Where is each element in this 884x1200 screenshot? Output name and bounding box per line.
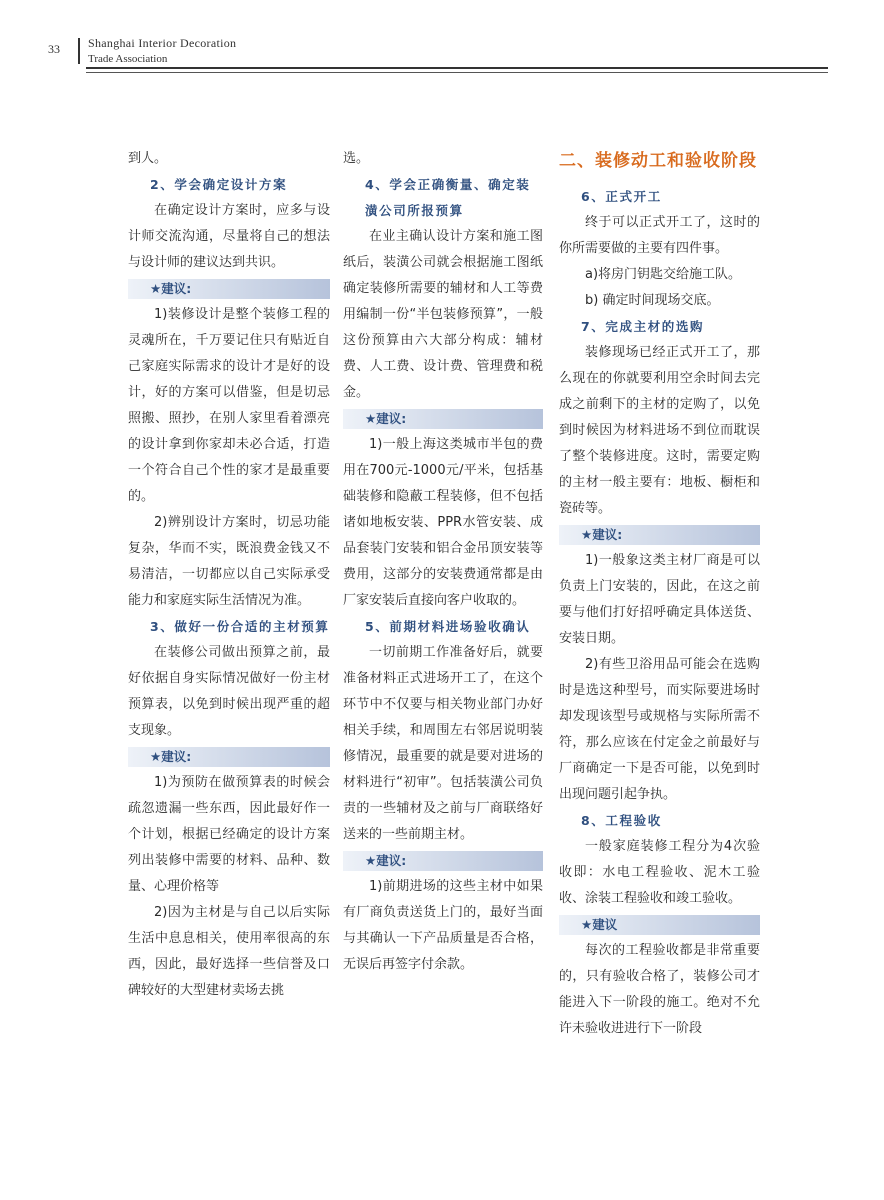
advice-bar: ★建议 bbox=[559, 915, 760, 935]
org-name-line2: Trade Association bbox=[88, 53, 168, 65]
header-rule-thick bbox=[86, 67, 828, 69]
subheading-start-work: 6、正式开工 bbox=[581, 189, 662, 204]
subheading-purchase-materials: 7、完成主材的选购 bbox=[581, 319, 705, 334]
header-divider bbox=[78, 38, 80, 64]
advice-bar: ★建议: bbox=[343, 409, 543, 429]
header-rule-thin bbox=[86, 72, 828, 73]
advice-bar: ★建议: bbox=[559, 525, 760, 545]
paragraph: 1)装修设计是整个装修工程的灵魂所在，千万要记住只有贴近自己家庭实际需求的设计才是好的设计，好的方案可以借鉴，但是切忌照搬、照抄，在别人家里看着漂亮的设计拿到你家却未必合适，打造一个符合自己个性的家才是最重要的。 bbox=[128, 307, 330, 504]
page-number: 33 bbox=[48, 42, 60, 56]
advice-bar: ★建议: bbox=[343, 851, 543, 871]
paragraph: 每次的工程验收都是非常重要的，只有验收合格了，装修公司才能进入下一阶段的施工。绝对不允许未验收进进行下一阶段 bbox=[559, 943, 760, 1036]
paragraph: b) 确定时间现场交底。 bbox=[585, 293, 720, 308]
paragraph: 2)辨别设计方案时，切忌功能复杂，华而不实，既浪费金钱又不易清洁，一切都应以自己实际承受能力和家庭实际生活情况为准。 bbox=[128, 515, 330, 608]
paragraph: 一般家庭装修工程分为4次验收即：水电工程验收、泥木工验收、涂装工程验收和竣工验收。 bbox=[559, 839, 760, 906]
paragraph: 装修现场已经正式开工了，那么现在的你就要利用空余时间去完成之前剩下的主材的定购了，以免到时候因为材料进场不到位而耽误了整个装修进度。这时，需要定购的主材一般主要有：地板、橱柜和瓷砖等。 bbox=[559, 345, 760, 516]
subheading-budget-review: 4、学会正确衡量、确定装潢公司所报预算 bbox=[365, 177, 531, 218]
paragraph: a)将房门钥匙交给施工队。 bbox=[585, 267, 742, 282]
section-heading: 二、装修动工和验收阶段 bbox=[559, 151, 757, 171]
paragraph: 1)一般上海这类城市半包的费用在700元-1000元/平米，包括基础装修和隐蔽工程装修，但不包括诸如地板安装、PPR水管安装、成品套装门安装和铝合金吊顶安装等费用，这部分的安装费通常都是由厂家安装后直接向客户收取的。 bbox=[343, 437, 543, 608]
subheading-material-budget: 3、做好一份合适的主材预算 bbox=[150, 619, 330, 634]
paragraph: 1)一般象这类主材厂商是可以负责上门安装的，因此，在这之前要与他们打好招呼确定具体送货、安装日期。 bbox=[559, 553, 760, 646]
paragraph: 到人。 bbox=[128, 151, 168, 166]
paragraph: 在装修公司做出预算之前，最好依据自身实际情况做好一份主材预算表，以免到时候出现严重的超支现象。 bbox=[128, 645, 330, 738]
subheading-material-acceptance: 5、前期材料进场验收确认 bbox=[365, 619, 531, 634]
column-2 bbox=[343, 146, 543, 978]
page-header bbox=[0, 0, 884, 80]
paragraph: 在业主确认设计方案和施工图纸后，装潢公司就会根据施工图纸确定装修所需要的辅材和人工等费用编制一份“半包装修预算”，一般这份预算由六大部分构成：辅材费、人工费、设计费、管理费和税金。 bbox=[343, 229, 543, 400]
advice-bar: ★建议: bbox=[128, 279, 330, 299]
subheading-design-plan: 2、学会确定设计方案 bbox=[150, 177, 288, 192]
paragraph: 选。 bbox=[343, 151, 370, 166]
paragraph: 2)有些卫浴用品可能会在选购时是选这种型号，而实际要进场时却发现该型号或规格与实际所需不符，那么应该在付定金之前最好与厂商确定一下是否可能，以免到时出现问题引起争执。 bbox=[559, 657, 760, 802]
column-3 bbox=[559, 146, 760, 1042]
column-1 bbox=[128, 146, 330, 1004]
advice-bar: ★建议: bbox=[128, 747, 330, 767]
paragraph: 1)前期进场的这些主材中如果有厂商负责送货上门的，最好当面与其确认一下产品质量是否合格，无误后再签字付余款。 bbox=[343, 879, 543, 972]
paragraph: 在确定设计方案时，应多与设计师交流沟通，尽量将自己的想法与设计师的建议达到共识。 bbox=[128, 203, 330, 270]
subheading-inspection: 8、工程验收 bbox=[581, 813, 662, 828]
paragraph: 终于可以正式开工了，这时的你所需要做的主要有四件事。 bbox=[559, 215, 760, 256]
paragraph: 1)为预防在做预算表的时候会疏忽遗漏一些东西，因此最好作一个计划，根据已经确定的设计方案列出装修中需要的材料、品种、数量、心理价格等 bbox=[128, 775, 330, 894]
org-name-line1: Shanghai Interior Decoration bbox=[88, 36, 237, 50]
paragraph: 一切前期工作准备好后，就要准备材料正式进场开工了，在这个环节中不仅要与相关物业部门办好相关手续，和周围左右邻居说明装修情况，最重要的就是要对进场的材料进行“初审”。包括装潢公司负责的一些辅材及之前与厂商联络好送来的一些前期主材。 bbox=[343, 645, 543, 842]
paragraph: 2)因为主材是与自己以后实际生活中息息相关，使用率很高的东西，因此，最好选择一些信誉及口碑较好的大型建材卖场去挑 bbox=[128, 905, 330, 998]
